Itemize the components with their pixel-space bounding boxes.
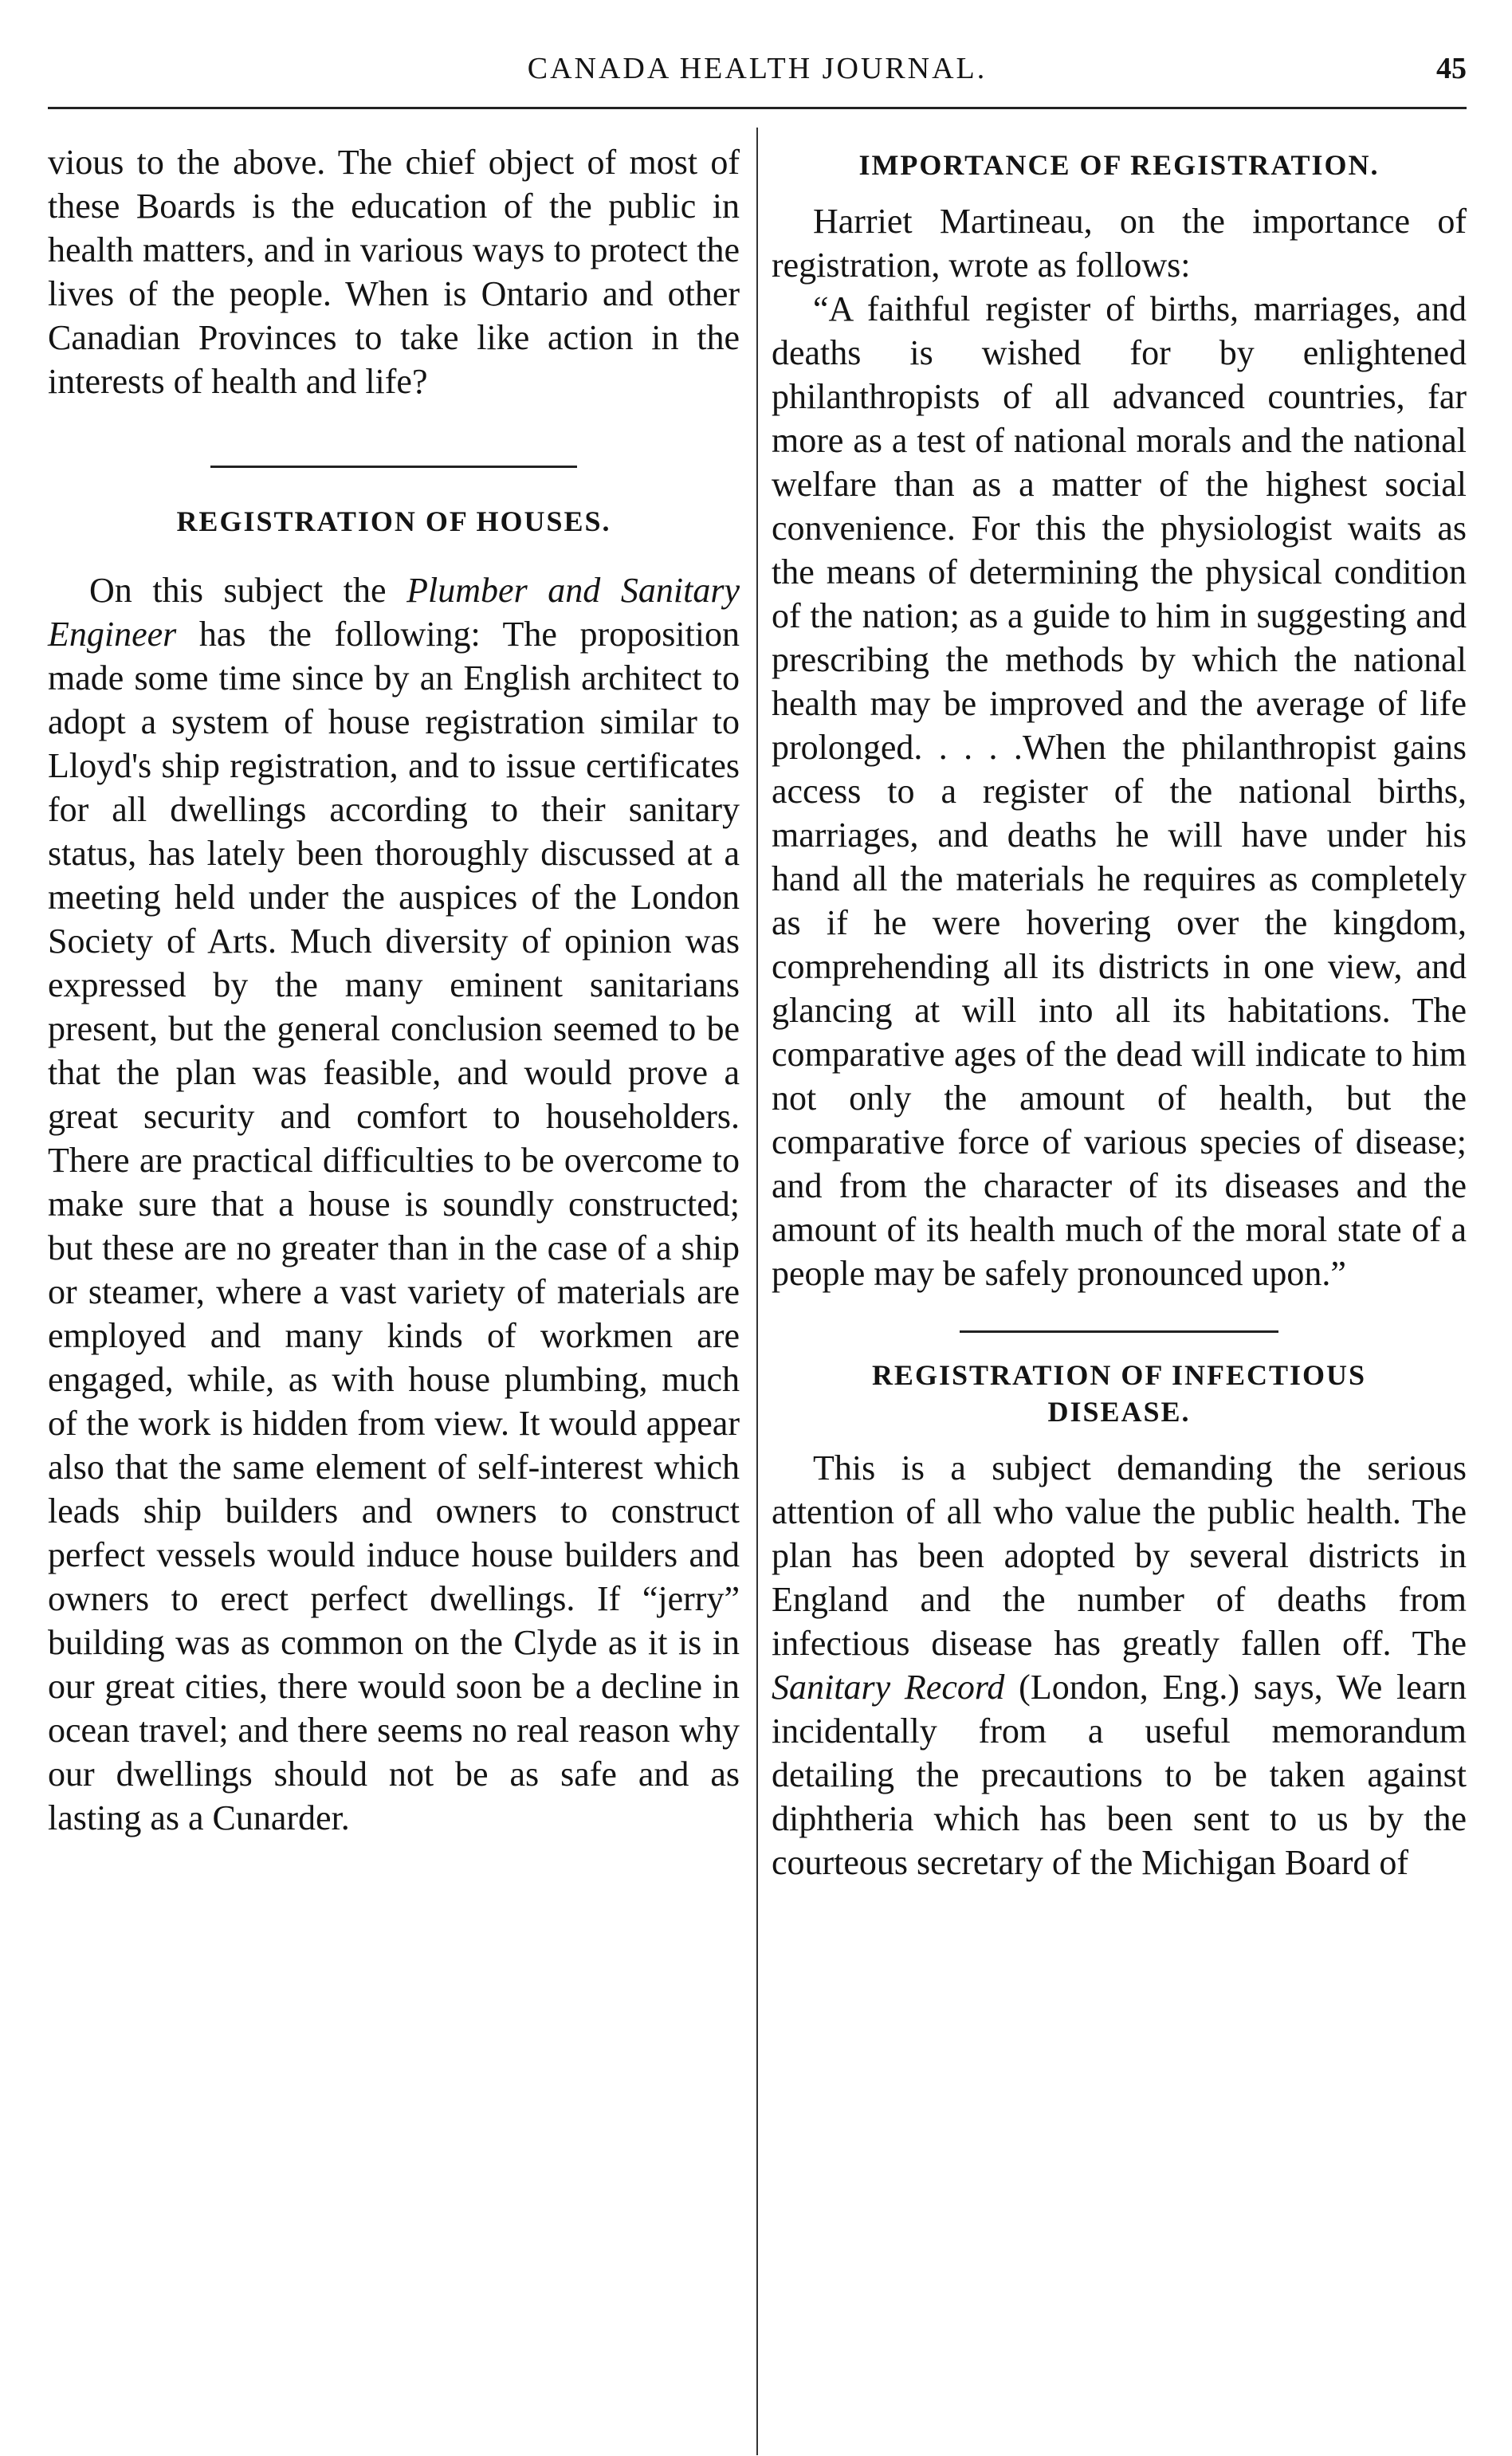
continued-paragraph: vious to the above. The chief object of most of these Boards is the education of the public in health matters, and in various ways to protect the lives of the people. When is Ontario and other Canadian Provinces to take like action in the interests of health and life? [48,143,740,401]
source-title-plumber: Plumber and Sanitary Engineer [48,571,740,654]
right-column [772,140,1467,1884]
houses-body: has the following: The proposition made some time since by an English architect to adopt a system of house registration similar to Lloyd's ship registration, and to issue certificates for all dwellings according to their sanitary status, has lately been thoroughly discussed at a meeting held under the auspices of the London Society of Arts. Much diversity of opinion was expressed by the many eminent sanitarians present, but the general conclusion seemed to be that the plan was feasible, and would prove a great security and comfort to householders. There are practical difficulties to be overcome to make sure that a house is soundly constructed; but these are no greater than in the case of a ship or steamer, where a vast variety of materials are employed and many kinds of workmen are engaged, while, as with house plumbing, much of the work is hidden from view. It would appear also that the same element of self-interest which leads ship builders and owners to construct perfect vessels would induce house builders and owners to erect perfect dwellings. If “jerry” building was as common on the Clyde as it is in our great cities, there would soon be a decline in ocean travel; and there seems no real reason why our dwellings should not be as safe and as lasting as a Cunarder. [48,615,740,1837]
section-heading-importance-of-registration: IMPORTANCE OF REGISTRATION. [858,149,1380,181]
section-heading-infectious-disease: REGISTRATION OF INFECTIOUS DISEASE. [871,1359,1367,1428]
infectious-disease-paragraph [772,1446,1467,1884]
section-separator [960,1330,1278,1333]
left-column [48,140,740,1840]
houses-paragraph [48,568,740,1840]
infectious-intro: This is a subject demanding the serious attention of all who value the public health. The plan has been adopted by several districts in England and the number of deaths from infectious disease has greatly fallen off. The [772,1448,1467,1663]
header-rule [48,107,1467,109]
section-separator [210,466,577,468]
page-number: 45 [1436,52,1467,85]
journal-title: CANADA HEALTH JOURNAL. [527,52,988,85]
martineau-intro-paragraph: Harriet Martineau, on the importance of registration, wrote as follows: [772,202,1467,285]
running-head [48,51,1467,99]
martineau-quote-paragraph: “A faithful register of births, marriages, and deaths is wished for by enlightened philanthropists of all advanced countries, far more as a test of national morals and the national welfare than as a matter of the highest social convenience. For this the physiologist waits as the means of determining the physical condition of the nation; as a guide to him in suggesting and prescribing the methods by which the national health may be improved and the average of life prolonged. . . . .When the philanthropist gains access to a register of the national births, marriages, and deaths he will have under his hand all the materials he requires as completely as if he were hovering over the kingdom, comprehending all its districts in one view, and glancing at will into all its habitations. The comparative ages of the dead will indicate to him not only the amount of health, but the comparative force of various species of disease; and from the character of its diseases and the amount of its health much of the moral state of a people may be safely pronounced upon.” [772,289,1467,1293]
infectious-body: (London, Eng.) says, We learn incidentally from a useful memorandum detailing the precautions to be taken against diphtheria which has been sent to us by the courteous secretary of the Michigan Board of [772,1668,1467,1882]
source-title-sanitary-record: Sanitary Record [772,1668,1005,1707]
column-divider [756,128,758,2455]
section-heading-registration-of-houses: REGISTRATION OF HOUSES. [176,505,611,537]
houses-intro: On this subject the [89,571,407,610]
